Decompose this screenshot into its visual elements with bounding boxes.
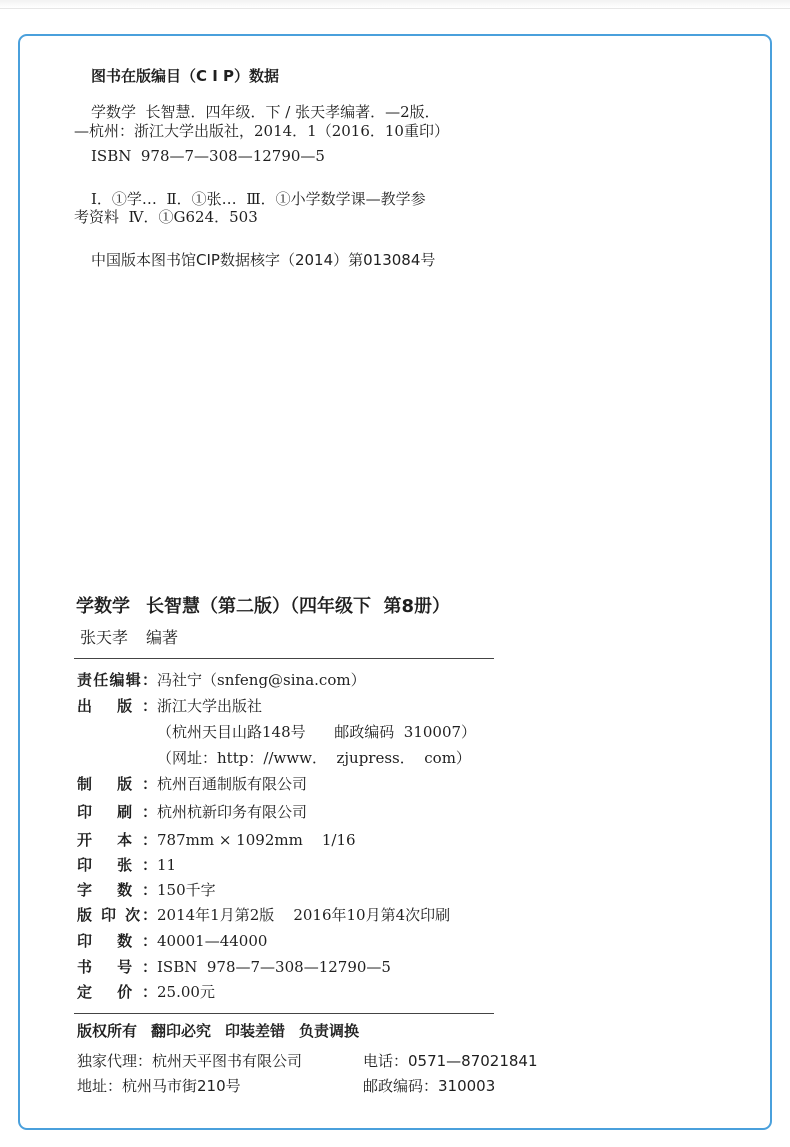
rights-notice [77,1022,359,1040]
publisher-address: （杭州天目山路148号 邮政编码 310007） [157,723,477,741]
sheets-value: 11 [157,856,177,874]
rights-text-2: 翻印必究 [151,1022,212,1040]
editor-label: 责任编辑： [77,671,157,689]
cip-classification-line1: Ⅰ．①学… Ⅱ．①张… Ⅲ．①小学数学课—教学参 [91,190,426,208]
publisher-label: 出 版： [77,697,157,715]
divider-top [74,658,494,659]
rights-text-1: 版权所有 [77,1022,138,1040]
price-label: 定 价： [77,983,157,1001]
plate-value: 杭州百通制版有限公司 [157,775,308,793]
edition-value: 2014年1月第2版 2016年10月第4次印刷 [157,906,451,924]
book-title-part2: 长智慧 [146,596,200,617]
isbn-value: ISBN 978—7—308—12790—5 [157,958,391,976]
cip-isbn: ISBN 978—7—308—12790—5 [91,147,325,165]
book-title [76,596,450,618]
publisher-website: （网址：http：//www． zjupress． com） [157,749,471,767]
author-role: 编著 [146,628,179,647]
cip-data-note: 中国版本图书馆CIP数据核字（2014）第013084号 [91,251,436,269]
plate-label: 制 版： [77,775,157,793]
printer-label: 印 刷： [77,803,157,821]
publisher-value: 浙江大学出版社 [157,697,263,715]
cip-classification-line2: 考资料 Ⅳ．①G624．503 [74,208,258,226]
format-label: 开 本： [77,831,157,849]
author-name: 张天孝 [80,628,129,647]
cip-title: 图书在版编目（C I P）数据 [91,67,280,85]
words-label: 字 数： [77,881,157,899]
sheets-label: 印 张： [77,856,157,874]
isbn-label: 书 号： [77,958,157,976]
cip-record-line2: —杭州：浙江大学出版社，2014．1（2016．10重印） [74,122,449,140]
cip-record-line1: 学数学 长智慧．四年级．下 / 张天孝编著．—2版． [91,103,440,121]
rights-text-3: 印装差错 [225,1022,286,1040]
editor-value: 冯社宁（snfeng@sina.com） [157,671,366,689]
price-value: 25.00元 [157,983,215,1001]
distributor: 独家代理：杭州天平图书有限公司 [77,1052,303,1070]
book-volume: （四年级下 第8册） [290,596,451,617]
distributor-postcode: 邮政编码：310003 [363,1077,496,1095]
distributor-address: 地址：杭州马市街210号 [77,1077,241,1095]
book-edition: （第二版） [200,596,290,617]
book-title-part1: 学数学 [76,596,130,617]
edition-label: 版 印 次： [77,906,157,924]
print-run-value: 40001—44000 [157,932,268,950]
rights-text-4: 负责调换 [299,1022,360,1040]
book-author [80,628,178,648]
words-value: 150千字 [157,881,216,899]
format-value: 787mm × 1092mm 1/16 [157,831,356,849]
page-top-rule [0,0,790,9]
print-run-label: 印 数： [77,932,157,950]
printer-value: 杭州杭新印务有限公司 [157,803,308,821]
divider-bottom [74,1013,494,1014]
distributor-phone: 电话：0571—87021841 [363,1052,538,1070]
